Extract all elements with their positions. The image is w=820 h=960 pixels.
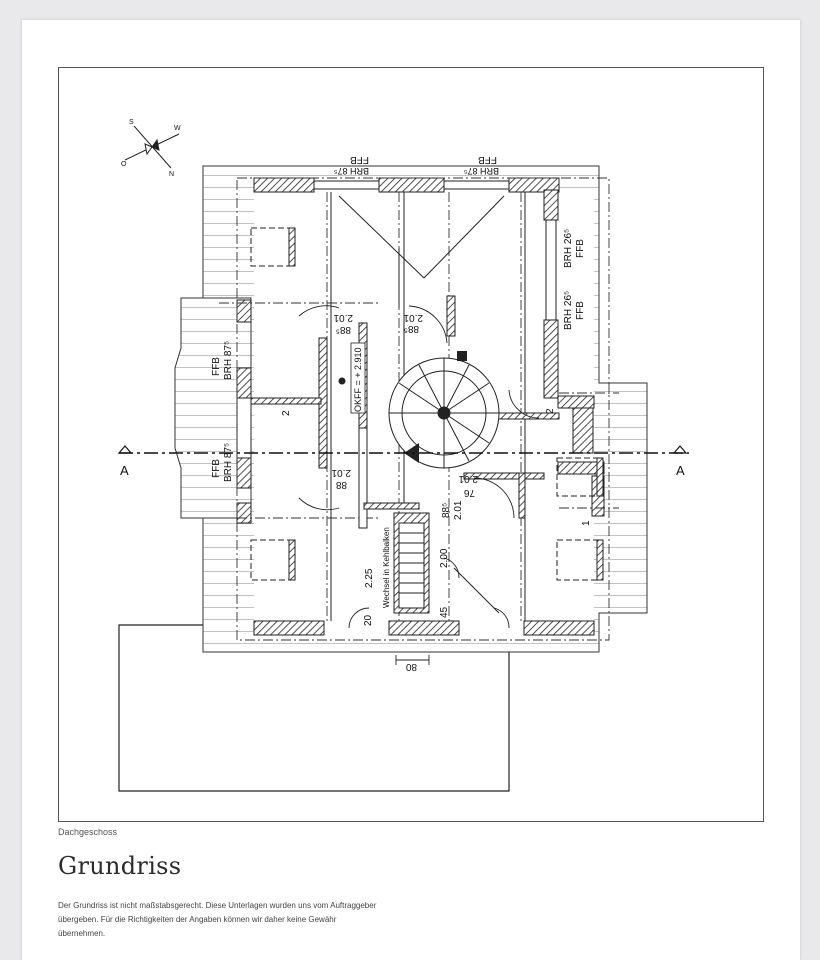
floor-plan-drawing (59, 68, 763, 821)
label-door-88-c: 88 (335, 479, 347, 490)
plan-caption: Dachgeschoss (58, 827, 118, 837)
label-door-201-c: 2.01 (331, 467, 351, 478)
label-brh-top-right: BRH 87⁵ (463, 166, 499, 176)
label-ffb-left-lower: FFB (211, 459, 222, 478)
label-ffb-right-upper: FFB (575, 239, 586, 258)
label-dim-45: 45 (439, 606, 450, 618)
compass (125, 126, 179, 168)
label-door-88-a: 88⁵ (335, 324, 351, 335)
spiral-staircase (389, 358, 499, 468)
label-dim-1: 1 (581, 520, 592, 526)
compass-label-w: W (174, 125, 181, 132)
section-label-right: A (676, 463, 685, 478)
document-page (22, 20, 800, 960)
label-dim-201: 2.01 (453, 500, 464, 520)
label-wechsel: Wechsel in Kehlbalken (382, 527, 391, 608)
label-dim-20: 20 (363, 614, 374, 626)
label-dim-225: 2.25 (364, 568, 375, 588)
label-brh-left-upper: BRH 87⁵ (223, 340, 234, 380)
label-ffb-top-left: FFB (350, 154, 369, 165)
section-label-left: A (120, 463, 129, 478)
label-door-76: 76 (463, 487, 475, 498)
label-ffb-left-upper: FFB (211, 357, 222, 376)
label-dim-885: 88⁵ (441, 502, 452, 518)
compass-label-n: N (169, 171, 175, 178)
label-brh-right-lower: BRH 26⁵ (563, 290, 574, 330)
straight-staircase (394, 513, 429, 613)
label-door-88-b: 88⁵ (403, 323, 419, 334)
label-door-201-d: 2.01 (458, 473, 478, 484)
label-brh-right-upper: BRH 26⁵ (563, 228, 574, 268)
label-dim-200: 2.00 (439, 548, 450, 568)
floor-plan-frame (58, 67, 764, 822)
label-ffb-right-lower: FFB (575, 301, 586, 320)
label-door-201-b: 2.01 (403, 312, 423, 323)
disclaimer-text: Der Grundriss ist nicht maßstabsgerecht. Diese Unterlagen wurden uns vom Auftraggeber übergeben. Für die Richtigkeiten der Angaben können wir daher keine Gewähr übernehmen. (58, 901, 377, 938)
label-brh-left-lower: BRH 87⁵ (223, 442, 234, 482)
label-ffb-top-right: FFB (478, 154, 497, 165)
compass-label-o: O (121, 161, 127, 168)
label-dim-2-left: 2 (281, 410, 292, 416)
label-dim-80: 80 (405, 661, 417, 672)
compass-label-s: S (129, 119, 134, 126)
label-dim-2-right: 2 (545, 408, 556, 414)
label-okff: OKFF = + 2.910 (353, 347, 363, 412)
label-door-201-a: 2.01 (333, 312, 353, 323)
page-title: Grundriss (58, 852, 182, 880)
label-brh-top-left: BRH 87⁵ (333, 166, 369, 176)
